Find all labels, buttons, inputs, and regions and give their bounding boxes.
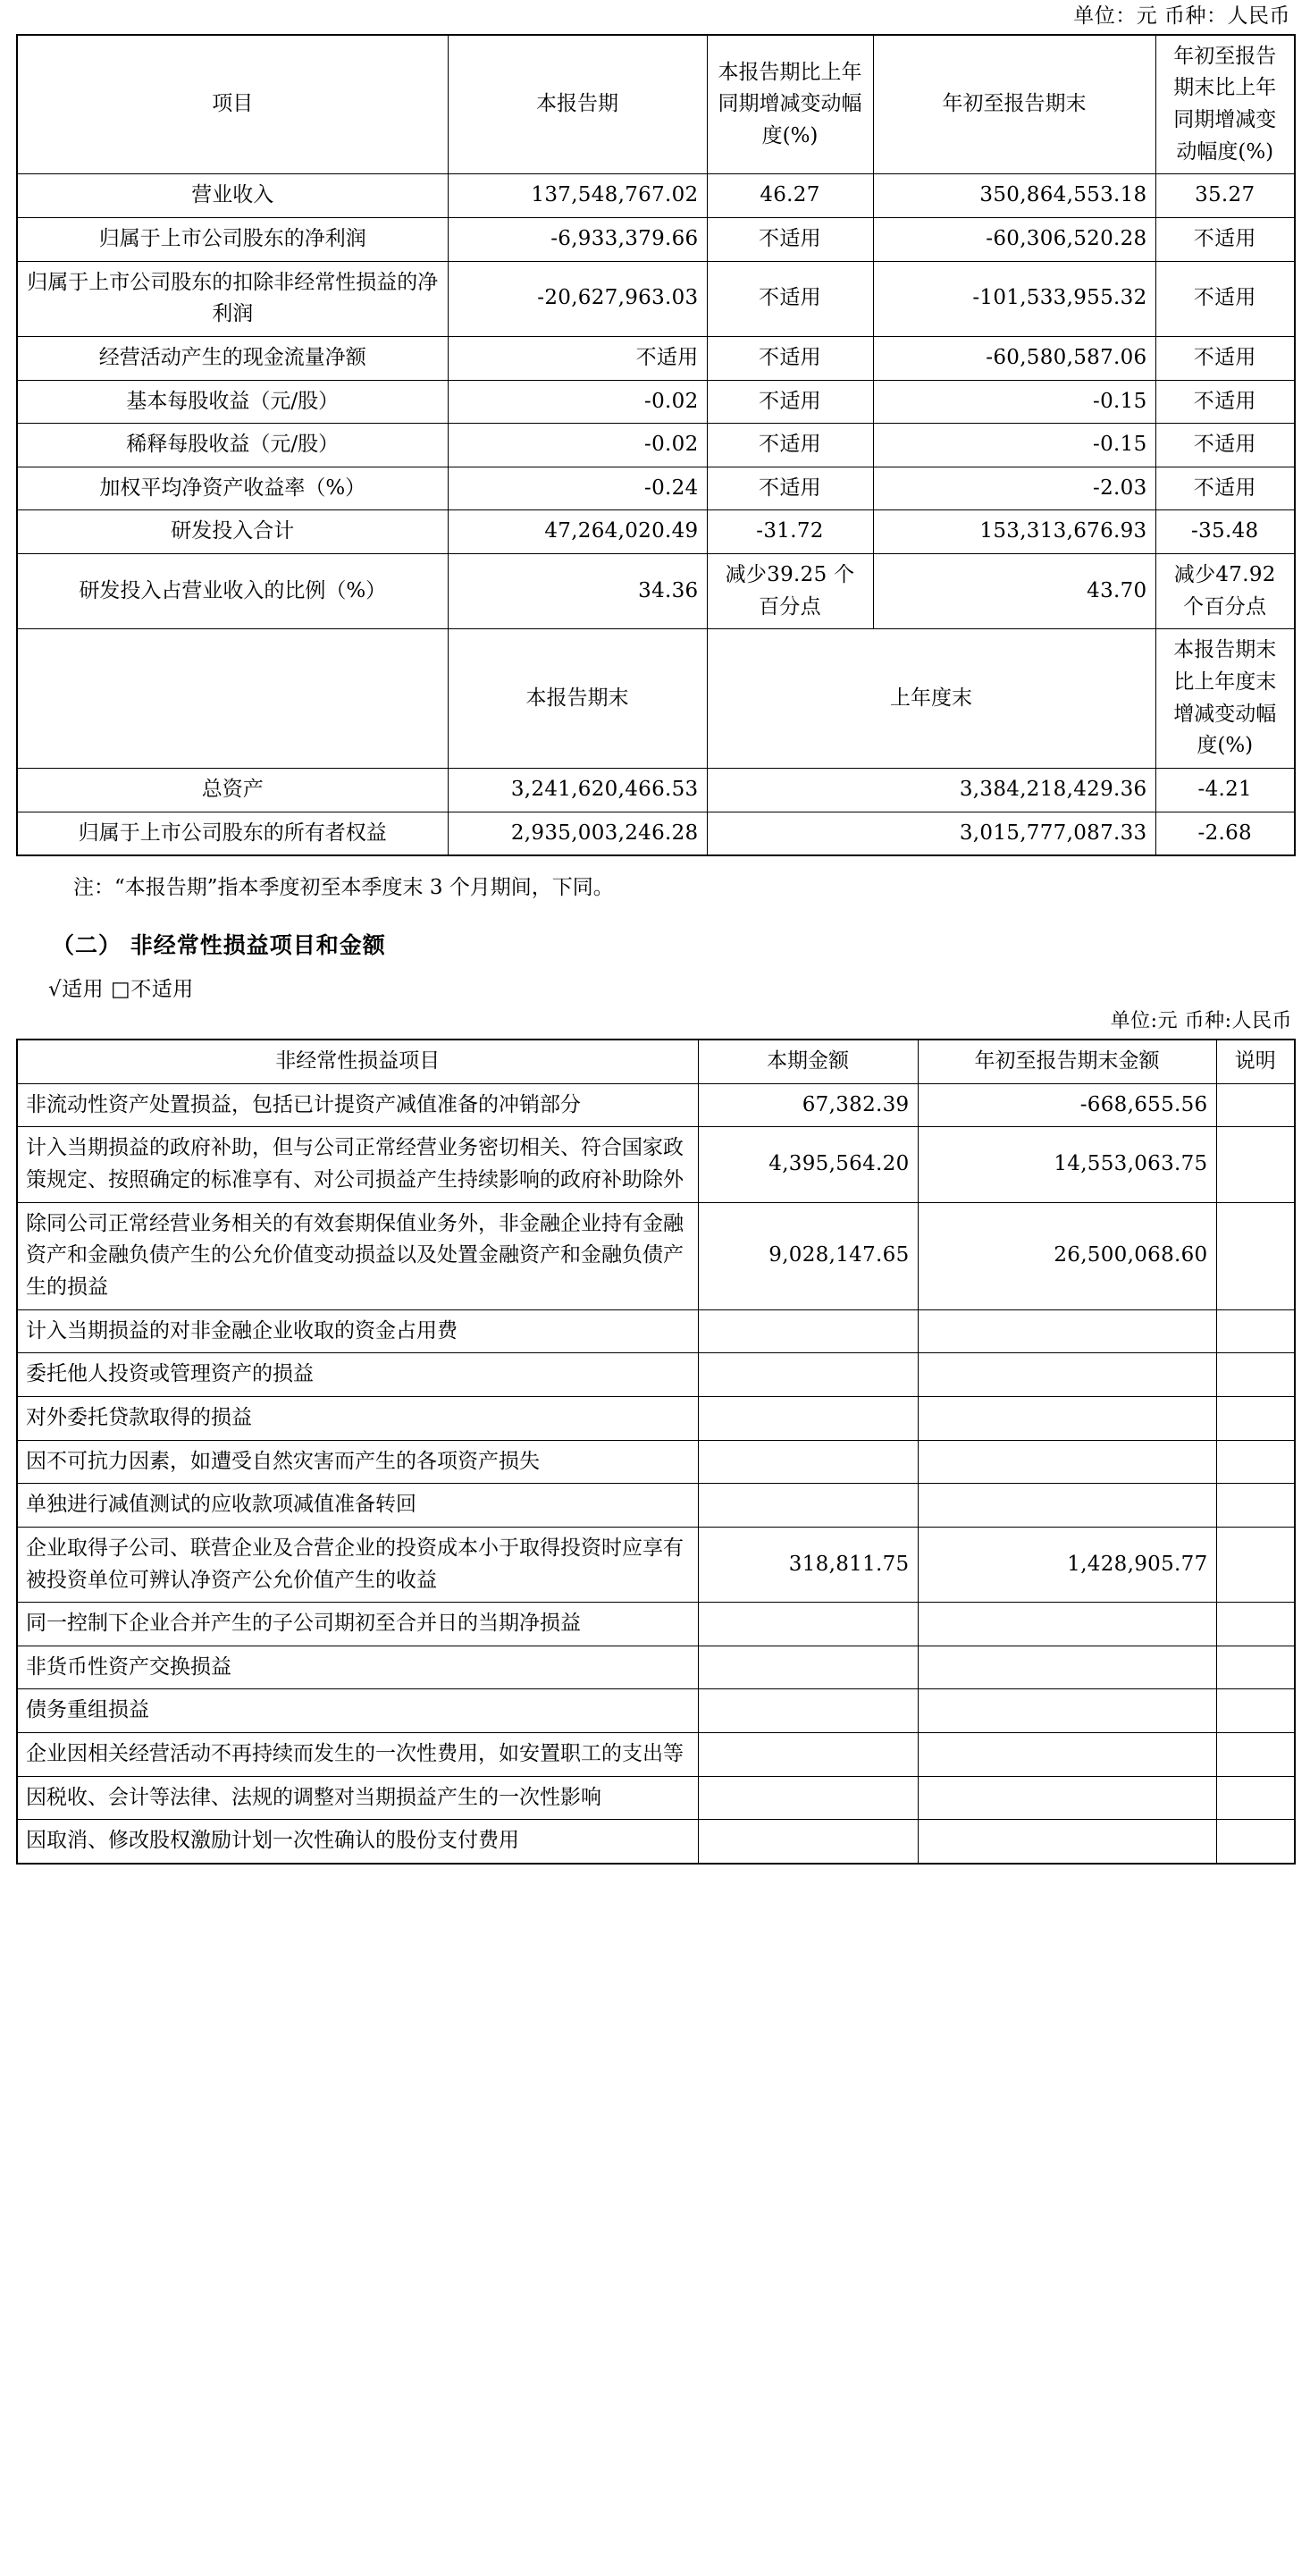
- row-ytd-change: 不适用: [1155, 261, 1295, 336]
- table-row: [17, 1646, 1295, 1689]
- row-ytd: -101,533,955.32: [873, 261, 1155, 336]
- row-item: 非流动性资产处置损益，包括已计提资产减值准备的冲销部分: [17, 1083, 698, 1127]
- row-item: 归属于上市公司股东的所有者权益: [17, 812, 448, 855]
- row-current: 34.36: [448, 554, 707, 629]
- row-item: 加权平均净资产收益率（%）: [17, 467, 448, 510]
- header-balance-blank: [17, 629, 448, 769]
- row-current-end: 2,935,003,246.28: [448, 812, 707, 855]
- row-current-change: 不适用: [707, 424, 873, 467]
- row-remark: [1216, 1353, 1295, 1397]
- unit-currency-header-top: 单位：元 币种：人民币: [1073, 4, 1290, 28]
- row-ytd-change: -35.48: [1155, 510, 1295, 554]
- row-remark: [1216, 1527, 1295, 1602]
- row-current: 137,548,767.02: [448, 174, 707, 218]
- row-ytd-amount: 14,553,063.75: [918, 1127, 1216, 1202]
- table-row: [17, 424, 1295, 467]
- row-ytd-amount: [918, 1733, 1216, 1777]
- row-last-year-end: 3,384,218,429.36: [707, 768, 1155, 812]
- row-ytd: -60,306,520.28: [873, 217, 1155, 261]
- row-remark: [1216, 1083, 1295, 1127]
- table-row: [17, 1127, 1295, 1202]
- row-current-amount: [698, 1484, 918, 1528]
- row-remark: [1216, 1776, 1295, 1820]
- row-current-change: 不适用: [707, 336, 873, 380]
- table-row: [17, 336, 1295, 380]
- row-item: 单独进行减值测试的应收款项减值准备转回: [17, 1484, 698, 1528]
- table-row: [17, 510, 1295, 554]
- table-row: [17, 217, 1295, 261]
- row-ytd-change: 不适用: [1155, 217, 1295, 261]
- table-header-row: [17, 35, 1295, 174]
- header-current-amount: 本期金额: [698, 1040, 918, 1083]
- table-row: [17, 1202, 1295, 1309]
- row-ytd-amount: [918, 1776, 1216, 1820]
- row-remark: [1216, 1646, 1295, 1689]
- table-row: [17, 1820, 1295, 1864]
- row-current: -6,933,379.66: [448, 217, 707, 261]
- row-current: 47,264,020.49: [448, 510, 707, 554]
- row-current-change: -31.72: [707, 510, 873, 554]
- table-row: [17, 1083, 1295, 1127]
- row-ytd-change: 不适用: [1155, 380, 1295, 424]
- row-remark: [1216, 1820, 1295, 1864]
- row-item: 计入当期损益的对非金融企业收取的资金占用费: [17, 1309, 698, 1353]
- header-last-year-end: 上年度末: [707, 629, 1155, 769]
- key-financial-indicators-table: [16, 34, 1296, 856]
- row-current-amount: [698, 1396, 918, 1440]
- row-remark: [1216, 1309, 1295, 1353]
- table-row: [17, 1689, 1295, 1733]
- table-row: [17, 1484, 1295, 1528]
- row-item: 对外委托贷款取得的损益: [17, 1396, 698, 1440]
- row-current-amount: [698, 1733, 918, 1777]
- row-last-year-end: 3,015,777,087.33: [707, 812, 1155, 855]
- table-row: [17, 1353, 1295, 1397]
- row-item: 债务重组损益: [17, 1689, 698, 1733]
- row-item: 营业收入: [17, 174, 448, 218]
- row-ytd-change: 不适用: [1155, 336, 1295, 380]
- row-current-change: 不适用: [707, 467, 873, 510]
- table-note: 注：“本报告期”指本季度初至本季度末 3 个月期间，下同。: [73, 876, 614, 900]
- row-item: 非货币性资产交换损益: [17, 1646, 698, 1689]
- table-row: [17, 1776, 1295, 1820]
- row-item: 研发投入占营业收入的比例（%）: [17, 554, 448, 629]
- row-ytd-amount: -668,655.56: [918, 1083, 1216, 1127]
- header-period-end-change: 本报告期末比上年度末增减变动幅度(%): [1155, 629, 1295, 769]
- row-current-amount: [698, 1353, 918, 1397]
- row-ytd-amount: [918, 1484, 1216, 1528]
- row-item: 归属于上市公司股东的扣除非经常性损益的净利润: [17, 261, 448, 336]
- header-current-period-change: 本报告期比上年同期增减变动幅度(%): [707, 35, 873, 174]
- table-row: [17, 380, 1295, 424]
- row-current-change: 不适用: [707, 380, 873, 424]
- row-current: -0.02: [448, 380, 707, 424]
- row-ytd: -0.15: [873, 380, 1155, 424]
- row-current: -20,627,963.03: [448, 261, 707, 336]
- row-current-amount: 4,395,564.20: [698, 1127, 918, 1202]
- row-remark: [1216, 1440, 1295, 1484]
- table-row: [17, 1396, 1295, 1440]
- table-row: [17, 1309, 1295, 1353]
- non-recurring-gains-losses-table: [16, 1039, 1296, 1865]
- table-row: [17, 261, 1295, 336]
- row-ytd-amount: 26,500,068.60: [918, 1202, 1216, 1309]
- row-remark: [1216, 1733, 1295, 1777]
- row-item: 因税收、会计等法律、法规的调整对当期损益产生的一次性影响: [17, 1776, 698, 1820]
- row-current-amount: [698, 1309, 918, 1353]
- table-row: [17, 1440, 1295, 1484]
- row-ytd-amount: [918, 1440, 1216, 1484]
- row-ytd-amount: [918, 1603, 1216, 1646]
- row-current-amount: [698, 1646, 918, 1689]
- row-ytd: 350,864,553.18: [873, 174, 1155, 218]
- row-remark: [1216, 1689, 1295, 1733]
- row-current-change: 不适用: [707, 261, 873, 336]
- row-remark: [1216, 1603, 1295, 1646]
- row-ytd-change: 不适用: [1155, 424, 1295, 467]
- header-current-period: 本报告期: [448, 35, 707, 174]
- table-header-row-balance: [17, 629, 1295, 769]
- row-current: -0.24: [448, 467, 707, 510]
- table-row: [17, 174, 1295, 218]
- row-current-amount: [698, 1820, 918, 1864]
- header-current-period-end: 本报告期末: [448, 629, 707, 769]
- row-current-end: 3,241,620,466.53: [448, 768, 707, 812]
- row-change: -2.68: [1155, 812, 1295, 855]
- section-number: （二）: [52, 931, 122, 958]
- section-title: 非经常性损益项目和金额: [130, 931, 386, 958]
- row-ytd-amount: [918, 1646, 1216, 1689]
- row-ytd: -0.15: [873, 424, 1155, 467]
- row-item: 因取消、修改股权激励计划一次性确认的股份支付费用: [17, 1820, 698, 1864]
- row-ytd-change: 35.27: [1155, 174, 1295, 218]
- row-ytd-amount: [918, 1309, 1216, 1353]
- row-current-amount: [698, 1440, 918, 1484]
- row-ytd-change: 减少47.92 个百分点: [1155, 554, 1295, 629]
- row-ytd: 153,313,676.93: [873, 510, 1155, 554]
- row-current-amount: 67,382.39: [698, 1083, 918, 1127]
- header-item: 非经常性损益项目: [17, 1040, 698, 1083]
- row-item: 基本每股收益（元/股）: [17, 380, 448, 424]
- header-remark: 说明: [1216, 1040, 1295, 1083]
- row-ytd: 43.70: [873, 554, 1155, 629]
- row-item: 计入当期损益的政府补助，但与公司正常经营业务密切相关、符合国家政策规定、按照确定的标准享有、对公司损益产生持续影响的政府补助除外: [17, 1127, 698, 1202]
- row-ytd: -2.03: [873, 467, 1155, 510]
- header-ytd: 年初至报告期末: [873, 35, 1155, 174]
- table-row: [17, 768, 1295, 812]
- row-ytd-amount: 1,428,905.77: [918, 1527, 1216, 1602]
- row-item: 稀释每股收益（元/股）: [17, 424, 448, 467]
- table-row: [17, 812, 1295, 855]
- row-change: -4.21: [1155, 768, 1295, 812]
- row-item: 同一控制下企业合并产生的子公司期初至合并日的当期净损益: [17, 1603, 698, 1646]
- row-remark: [1216, 1202, 1295, 1309]
- row-ytd-change: 不适用: [1155, 467, 1295, 510]
- row-item: 经营活动产生的现金流量净额: [17, 336, 448, 380]
- applicable-checkbox-line[interactable]: √适用 □不适用: [48, 978, 194, 1002]
- row-current-change: 46.27: [707, 174, 873, 218]
- row-ytd-amount: [918, 1689, 1216, 1733]
- header-ytd-change: 年初至报告期末比上年同期增减变动幅度(%): [1155, 35, 1295, 174]
- row-item: 总资产: [17, 768, 448, 812]
- row-current-amount: 9,028,147.65: [698, 1202, 918, 1309]
- row-item: 企业因相关经营活动不再持续而发生的一次性费用，如安置职工的支出等: [17, 1733, 698, 1777]
- header-item: 项目: [17, 35, 448, 174]
- row-current-amount: [698, 1689, 918, 1733]
- row-remark: [1216, 1127, 1295, 1202]
- row-item: 因不可抗力因素，如遭受自然灾害而产生的各项资产损失: [17, 1440, 698, 1484]
- row-ytd-amount: [918, 1820, 1216, 1864]
- row-current-change: 不适用: [707, 217, 873, 261]
- row-current-amount: 318,811.75: [698, 1527, 918, 1602]
- table-row: [17, 467, 1295, 510]
- row-current-change: 减少39.25 个百分点: [707, 554, 873, 629]
- table-row: [17, 1603, 1295, 1646]
- row-current: 不适用: [448, 336, 707, 380]
- table-row: [17, 1733, 1295, 1777]
- unit-currency-header-bottom: 单位:元 币种:人民币: [1110, 1009, 1292, 1032]
- row-remark: [1216, 1396, 1295, 1440]
- row-item: 除同公司正常经营业务相关的有效套期保值业务外，非金融企业持有金融资产和金融负债产生的公允价值变动损益以及处置金融资产和金融负债产生的损益: [17, 1202, 698, 1309]
- row-current-amount: [698, 1776, 918, 1820]
- row-item: 归属于上市公司股东的净利润: [17, 217, 448, 261]
- row-item: 委托他人投资或管理资产的损益: [17, 1353, 698, 1397]
- table-row: [17, 1527, 1295, 1602]
- row-current-amount: [698, 1603, 918, 1646]
- row-ytd-amount: [918, 1353, 1216, 1397]
- header-ytd-amount: 年初至报告期末金额: [918, 1040, 1216, 1083]
- row-item: 研发投入合计: [17, 510, 448, 554]
- row-remark: [1216, 1484, 1295, 1528]
- row-ytd: -60,580,587.06: [873, 336, 1155, 380]
- row-item: 企业取得子公司、联营企业及合营企业的投资成本小于取得投资时应享有被投资单位可辨认净资产公允价值产生的收益: [17, 1527, 698, 1602]
- row-current: -0.02: [448, 424, 707, 467]
- section-heading: [16, 909, 1294, 966]
- table-row: [17, 554, 1295, 629]
- row-ytd-amount: [918, 1396, 1216, 1440]
- table-header-row: [17, 1040, 1295, 1083]
